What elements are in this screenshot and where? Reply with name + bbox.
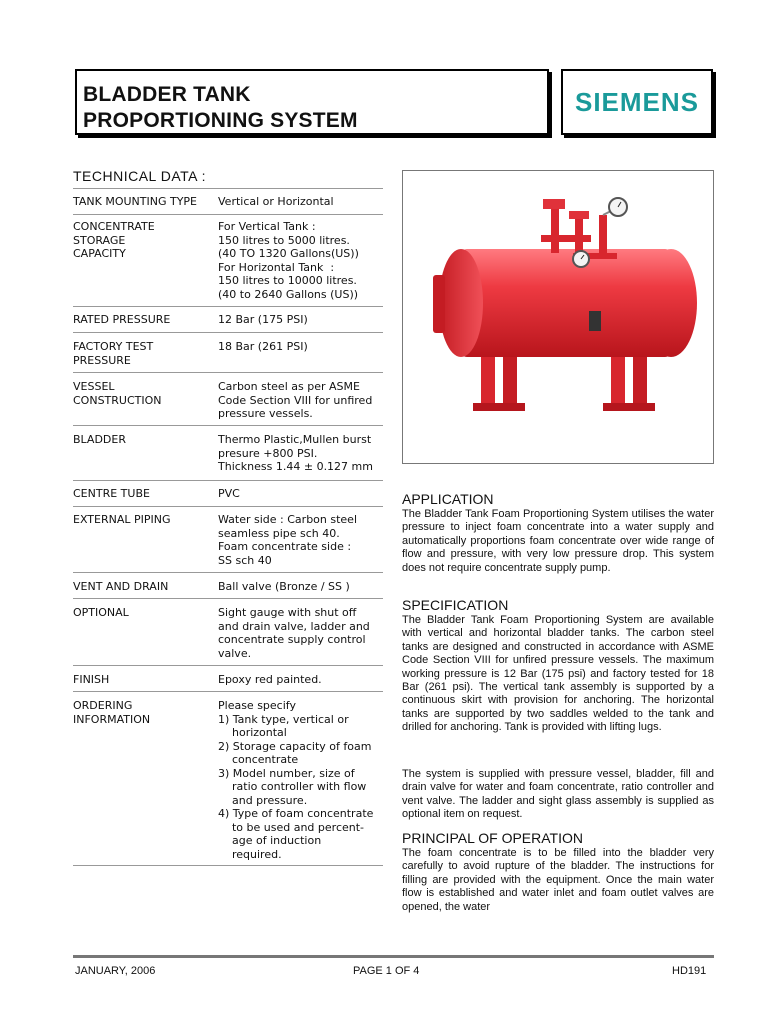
title-box	[75, 69, 549, 135]
divider	[73, 188, 383, 189]
td-label: VESSEL CONSTRUCTION	[73, 380, 162, 407]
footer-code: HD191	[672, 965, 707, 977]
td-label: EXTERNAL PIPING	[73, 513, 171, 526]
td-label: CENTRE TUBE	[73, 487, 150, 500]
td-label: BLADDER	[73, 433, 126, 446]
td-value: Ball valve (Bronze / SS )	[218, 580, 350, 593]
td-value: Please specify 1) Tank type, vertical or horizontal 2) Storage capacity of foam concentrate 3) Model number, size of ratio controller with flow and pressure. 4) Type of foam concentrate to be used and percent- age of induction required.	[218, 699, 374, 861]
td-label: ORDERING INFORMATION	[73, 699, 151, 726]
product-photo	[402, 170, 714, 464]
divider	[73, 691, 383, 692]
td-value: Epoxy red painted.	[218, 673, 322, 686]
logo-box	[561, 69, 713, 135]
td-value: 18 Bar (261 PSI)	[218, 340, 308, 353]
divider	[73, 572, 383, 573]
specification-text-2: The system is supplied with pressure vessel, bladder, fill and drain valve for water and foam concentrate, ratio controller and vent valve. The ladder and sight glass assembly is supplied as optional item on request.	[402, 768, 714, 821]
footer-divider	[73, 955, 714, 958]
divider	[73, 372, 383, 373]
footer-page: PAGE 1 OF 4	[353, 965, 420, 977]
td-label: OPTIONAL	[73, 606, 129, 619]
technical-data-heading: TECHNICAL DATA :	[73, 168, 206, 184]
application-text: The Bladder Tank Foam Proportioning System utilises the water pressure to inject foam concentrate into a water supply and automatically proportions foam concentrate over wide range of flow and pressure, with very low pressure drop. This system does not require concentrate supply pump.	[402, 508, 714, 574]
divider	[73, 425, 383, 426]
td-label: VENT AND DRAIN	[73, 580, 169, 593]
td-label: CONCENTRATE STORAGE CAPACITY	[73, 220, 155, 260]
divider	[73, 665, 383, 666]
td-value: Vertical or Horizontal	[218, 195, 334, 208]
td-value: Water side : Carbon steel seamless pipe sch 40. Foam concentrate side : SS sch 40	[218, 513, 358, 567]
operation-heading: PRINCIPAL OF OPERATION	[402, 830, 583, 846]
title-line-1: BLADDER TANK	[83, 83, 251, 106]
divider	[73, 214, 383, 215]
divider	[73, 480, 383, 481]
operation-text: The foam concentrate is to be filled into the bladder very carefully to avoid rupture of the bladder. The instructions for filling are provided with the equipment. Once the main water flow is established and water inlet and foam outlet valves are opened, the water	[402, 847, 714, 913]
specification-text-1: The Bladder Tank Foam Proportioning System are available with vertical and horizontal bladder tanks. The carbon steel tanks are designed and constructed in accordance with ASME Code Section VIII for unfired pressure vessels. The maximum working pressure is 12 Bar (175 psi) and factory tested for 18 Bar (261 psi). The vertical tank assembly is supported by a continuous skirt with provision for anchoring. The horizontal tanks are supported by two saddles welded to the tank and drilled for anchoring. Tank is provided with lifting lugs.	[402, 614, 714, 734]
td-label: TANK MOUNTING TYPE	[73, 195, 197, 208]
bladder-tank-illustration	[403, 171, 713, 463]
specification-heading: SPECIFICATION	[402, 597, 509, 613]
application-heading: APPLICATION	[402, 491, 494, 507]
td-value: For Vertical Tank : 150 litres to 5000 litres. (40 TO 1320 Gallons(US)) For Horizontal Tank : 150 litres to 10000 litres. (40 to 2640 Gallons (US))	[218, 220, 359, 301]
divider	[73, 332, 383, 333]
td-value: PVC	[218, 487, 240, 500]
siemens-logo: SIEMENS	[574, 86, 700, 117]
td-value: Thermo Plastic,Mullen burst presure +800 PSI. Thickness 1.44 ± 0.127 mm	[218, 433, 373, 473]
footer-date: JANUARY, 2006	[75, 965, 156, 977]
divider	[73, 306, 383, 307]
td-value: Sight gauge with shut off and drain valve, ladder and concentrate supply control valve.	[218, 606, 370, 660]
td-label: FINISH	[73, 673, 110, 686]
divider	[73, 598, 383, 599]
td-value: Carbon steel as per ASME Code Section VIII for unfired pressure vessels.	[218, 380, 373, 420]
divider	[73, 865, 383, 866]
td-value: 12 Bar (175 PSI)	[218, 313, 308, 326]
title-line-2: PROPORTIONING SYSTEM	[83, 109, 358, 132]
td-label: RATED PRESSURE	[73, 313, 171, 326]
divider	[73, 506, 383, 507]
td-label: FACTORY TEST PRESSURE	[73, 340, 154, 367]
